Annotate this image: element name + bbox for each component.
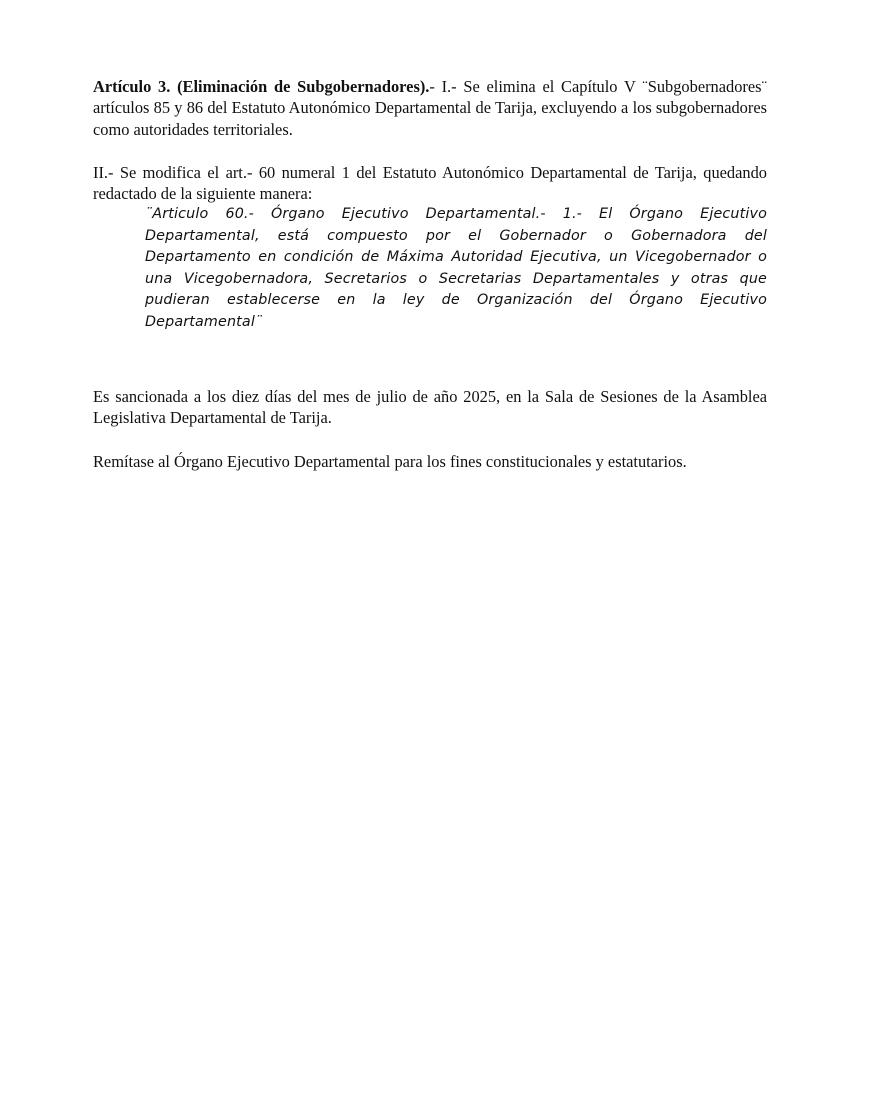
remit-paragraph: Remítase al Órgano Ejecutivo Departamental para los fines constitucionales y estatutarios. xyxy=(93,451,687,471)
article-3-heading: Artículo 3. (Eliminación de Subgobernadores). xyxy=(93,77,430,96)
sanction-paragraph: Es sancionada a los diez días del mes de julio de año 2025, en la Sala de Sesiones de la Asamblea Legislativa Departamental de Tarija. xyxy=(93,386,767,428)
document-body xyxy=(93,76,767,472)
article-60-quote: ¨Articulo 60.- Órgano Ejecutivo Departamental.- 1.- El Órgano Ejecutivo Departamental, está compuesto por el Gobernador o Gobernadora del Departamento en condición de Máxima Autoridad Ejecutiva, un Vicegobernador o una Vicegobernadora, Secretarios o Secretarias Departamentales y otras que pudieran establecerse en la ley de Organización del Órgano Ejecutivo Departamental¨ xyxy=(145,206,767,330)
section-ii-paragraph: II.- Se modifica el art.- 60 numeral 1 del Estatuto Autonómico Departamental de Tarija, quedando redactado de la siguiente manera: xyxy=(93,162,767,204)
blank-space xyxy=(93,333,767,386)
article-3-text: - I.- Se elimina el Capítulo V ¨Subgobernadores¨ artículos 85 y 86 del Estatuto Autonómico Departamental de Tarija, excluyendo a los subgobernadores como autoridades territoriales. xyxy=(93,77,767,139)
article-3-paragraph xyxy=(93,76,767,140)
